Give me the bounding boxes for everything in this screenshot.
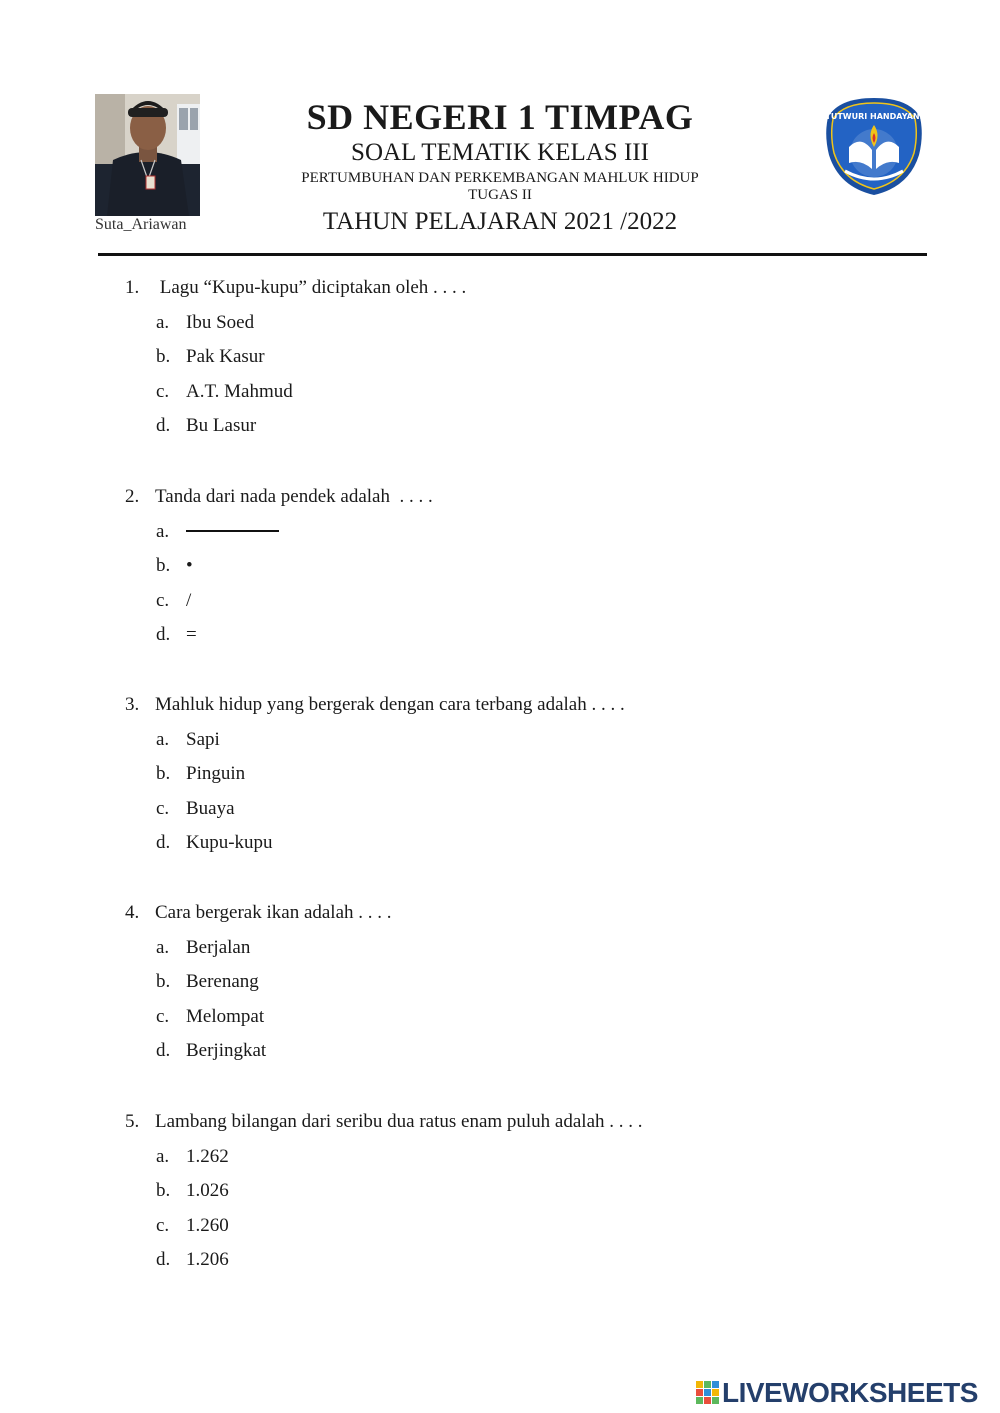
question-5 <box>125 1111 643 1271</box>
teacher-photo <box>95 94 200 216</box>
school-name: SD NEGERI 1 TIMPAG <box>306 97 694 137</box>
option-letter: b. <box>156 346 171 367</box>
option-letter: b. <box>156 971 171 992</box>
option-2d[interactable] <box>125 624 433 646</box>
option-4d[interactable] <box>125 1040 392 1062</box>
exam-topic: PERTUMBUHAN DAN PERKEMBANGAN MAHLUK HIDUP <box>301 170 699 186</box>
brand-name: LIVEWORKSHEETS <box>722 1377 978 1408</box>
option-letter: b. <box>156 1180 171 1201</box>
question-number: 5. <box>125 1111 140 1132</box>
svg-text:TUTWURI HANDAYANI: TUTWURI HANDAYANI <box>825 112 923 121</box>
question-text: Lagu “Kupu-kupu” diciptakan oleh . . . . <box>155 277 467 298</box>
option-text: Kupu-kupu <box>186 832 273 853</box>
option-letter: a. <box>156 311 170 333</box>
option-5a[interactable] <box>125 1146 643 1168</box>
option-text: Melompat <box>186 1005 265 1027</box>
question-text: Lambang bilangan dari seribu dua ratus enam puluh adalah . . . . <box>155 1111 643 1132</box>
option-letter: c. <box>156 1214 170 1236</box>
option-4c[interactable] <box>125 1006 392 1028</box>
option-letter: c. <box>156 1005 170 1027</box>
header-divider <box>98 253 927 256</box>
option-5c[interactable] <box>125 1215 643 1237</box>
option-text: Pak Kasur <box>186 346 265 367</box>
option-text: Berjingkat <box>186 1040 267 1061</box>
question-number: 3. <box>125 694 140 715</box>
option-letter: d. <box>156 624 171 645</box>
option-text: = <box>186 624 197 645</box>
option-letter: c. <box>156 380 170 402</box>
photo-caption: Suta_Ariawan <box>95 216 187 233</box>
tut-wuri-handayani-logo <box>823 95 925 197</box>
option-letter: c. <box>156 589 170 611</box>
option-letter: d. <box>156 1249 171 1270</box>
option-letter: a. <box>156 936 170 958</box>
question-3 <box>125 694 625 854</box>
question-text: Mahluk hidup yang bergerak dengan cara terbang adalah . . . . <box>155 694 625 715</box>
option-text: • <box>186 555 193 576</box>
option-letter: a. <box>156 520 170 542</box>
question-number: 1. <box>125 277 140 298</box>
option-text: 1.260 <box>186 1214 229 1236</box>
option-letter: d. <box>156 832 171 853</box>
option-2a[interactable] <box>125 521 433 543</box>
option-letter: d. <box>156 415 171 436</box>
option-letter: b. <box>156 555 171 576</box>
option-text: Pinguin <box>186 763 246 784</box>
option-3d[interactable] <box>125 832 625 854</box>
liveworksheets-logo-icon <box>696 1381 720 1405</box>
option-4a[interactable] <box>125 937 392 959</box>
question-text: Cara bergerak ikan adalah . . . . <box>155 902 392 923</box>
option-5d[interactable] <box>125 1249 643 1271</box>
option-text: Buaya <box>186 797 235 819</box>
option-5b[interactable] <box>125 1180 643 1202</box>
option-4b[interactable] <box>125 971 392 993</box>
option-1c[interactable] <box>125 381 466 403</box>
option-text: Berenang <box>186 971 259 992</box>
option-letter: d. <box>156 1040 171 1061</box>
question-number: 2. <box>125 486 140 507</box>
question-1 <box>125 277 466 437</box>
question-number: 4. <box>125 902 140 923</box>
option-text: 1.262 <box>186 1145 229 1167</box>
option-1b[interactable] <box>125 346 466 368</box>
long-dash-symbol <box>186 530 279 532</box>
option-text: / <box>186 589 192 611</box>
option-2b[interactable] <box>125 555 433 577</box>
option-letter: b. <box>156 763 171 784</box>
school-year: TAHUN PELAJARAN 2021 /2022 <box>322 208 678 235</box>
option-3c[interactable] <box>125 798 625 820</box>
option-letter: a. <box>156 1145 170 1167</box>
exam-title: SOAL TEMATIK KELAS III <box>351 139 649 166</box>
question-2 <box>125 486 433 646</box>
option-text: Bu Lasur <box>186 415 257 436</box>
option-3a[interactable] <box>125 729 625 751</box>
option-text: Berjalan <box>186 936 251 958</box>
option-text: A.T. Mahmud <box>186 380 293 402</box>
option-text: 1.206 <box>186 1249 229 1270</box>
option-3b[interactable] <box>125 763 625 785</box>
option-text: Ibu Soed <box>186 311 255 333</box>
option-1a[interactable] <box>125 312 466 334</box>
option-2c[interactable] <box>125 590 433 612</box>
liveworksheets-brand[interactable] <box>696 1378 978 1408</box>
question-text: Tanda dari nada pendek adalah . . . . <box>155 486 433 507</box>
question-4 <box>125 902 392 1062</box>
option-text: Sapi <box>186 728 220 750</box>
option-1d[interactable] <box>125 415 466 437</box>
option-letter: c. <box>156 797 170 819</box>
option-text: 1.026 <box>186 1180 229 1201</box>
exam-task: TUGAS II <box>468 187 532 203</box>
option-letter: a. <box>156 728 170 750</box>
